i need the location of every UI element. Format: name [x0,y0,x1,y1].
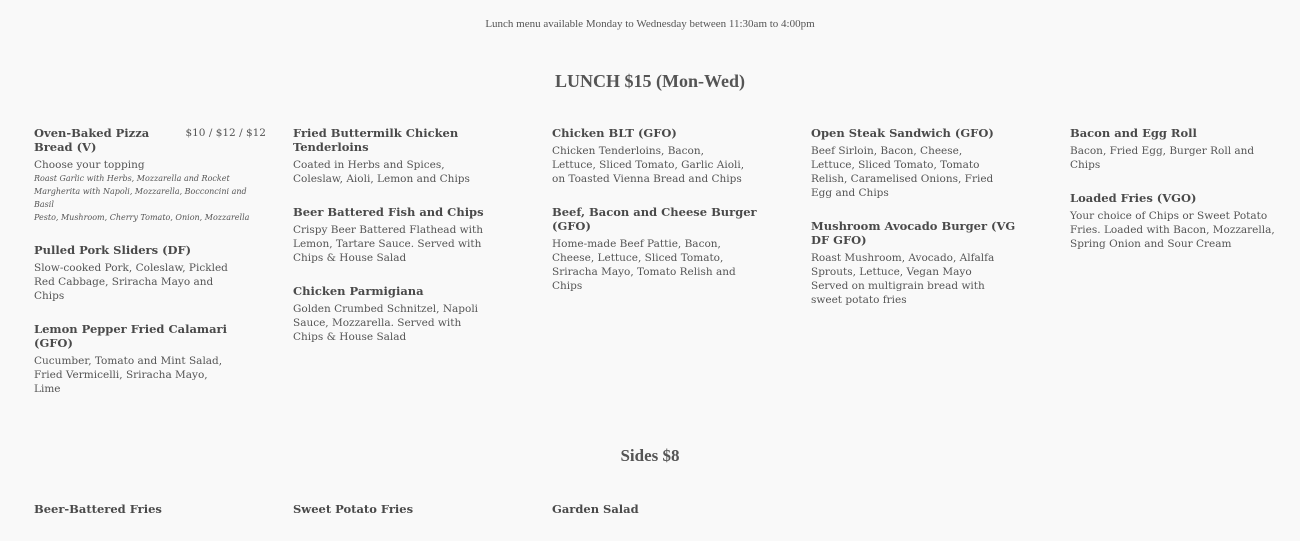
menu-item [293,205,525,265]
item-desc: Beef Sirloin, Bacon, Cheese, Lettuce, Sliced Tomato, Tomato Relish, Caramelised Onions, Fried Egg and Chips [811,145,994,199]
item-desc: Roast Mushroom, Avocado, Alfalfa Sprouts, Lettuce, Vegan Mayo Served on multigrain bread with sweet potato fries [811,252,995,306]
menu-column-1 [34,126,266,415]
side-item: Sweet Potato Fries [293,502,414,516]
availability-notice: Lunch menu available Monday to Wednesday between 11:30am to 4:00pm [485,18,815,30]
item-name: Bacon and Egg Roll [1070,126,1197,140]
side-item: Beer-Battered Fries [34,502,162,516]
item-name: Oven-Baked Pizza Bread (V) [34,126,150,154]
menu-item [34,322,266,396]
menu-item [34,243,266,303]
item-name: Lemon Pepper Fried Calamari (GFO) [34,322,227,350]
menu-item [811,126,1043,200]
item-desc: Chicken Tenderloins, Bacon, Lettuce, Sliced Tomato, Garlic Aioli, on Toasted Vienna Bread and Chips [552,145,745,185]
menu-item [811,219,1043,307]
item-desc: Your choice of Chips or Sweet Potato Fries. Loaded with Bacon, Mozzarella, Spring Onion and Sour Cream [1070,210,1275,250]
menu-column-5 [1070,126,1300,270]
menu-column-2 [293,126,525,363]
item-name: Chicken Parmigiana [293,284,424,298]
menu-column-3 [552,126,784,312]
menu-item [293,126,525,186]
topping-option: Pesto, Mushroom, Cherry Tomato, Onion, Mozzarella [34,213,250,222]
item-desc: Home-made Beef Pattie, Bacon, Cheese, Lettuce, Sliced Tomato, Sriracha Mayo, Tomato Relish and Chips [552,238,736,292]
item-name: Fried Buttermilk Chicken Tenderloins [293,126,459,154]
item-desc: Coated in Herbs and Spices, Coleslaw, Aioli, Lemon and Chips [293,159,470,185]
item-name: Open Steak Sandwich (GFO) [811,126,994,140]
menu-item [34,126,266,224]
topping-option: Margherita with Napoli, Mozzarella, Bocconcini and Basil [34,187,247,209]
item-desc: Golden Crumbed Schnitzel, Napoli Sauce, Mozzarella. Served with Chips & House Salad [293,303,479,343]
menu-item [552,126,784,186]
item-name: Pulled Pork Sliders (DF) [34,243,192,257]
item-name: Loaded Fries (VGO) [1070,191,1197,205]
menu-item [1070,126,1300,172]
menu-column-4 [811,126,1043,326]
menu-item [1070,191,1300,251]
lunch-section-title: LUNCH $15 (Mon-Wed) [555,71,745,91]
item-price: $10 / $12 / $12 [185,127,266,139]
item-desc: Choose your topping [34,159,145,171]
sides-section-title: Sides $8 [620,446,680,465]
item-desc: Crispy Beer Battered Flathead with Lemon, Tartare Sauce. Served with Chips & House Salad [293,224,483,264]
topping-option: Roast Garlic with Herbs, Mozzarella and Rocket [34,174,230,183]
item-desc: Bacon, Fried Egg, Burger Roll and Chips [1070,145,1255,171]
item-desc: Slow-cooked Pork, Coleslaw, Pickled Red Cabbage, Sriracha Mayo and Chips [34,262,228,302]
item-desc: Cucumber, Tomato and Mint Salad, Fried Vermicelli, Sriracha Mayo, Lime [34,355,223,395]
item-name: Mushroom Avocado Burger (VG DF GFO) [811,219,1016,247]
side-item: Garden Salad [552,502,639,516]
menu-item [293,284,525,344]
item-name: Beer Battered Fish and Chips [293,205,484,219]
item-name: Chicken BLT (GFO) [552,126,677,140]
menu-item [552,205,784,293]
item-name: Beef, Bacon and Cheese Burger (GFO) [552,205,757,233]
